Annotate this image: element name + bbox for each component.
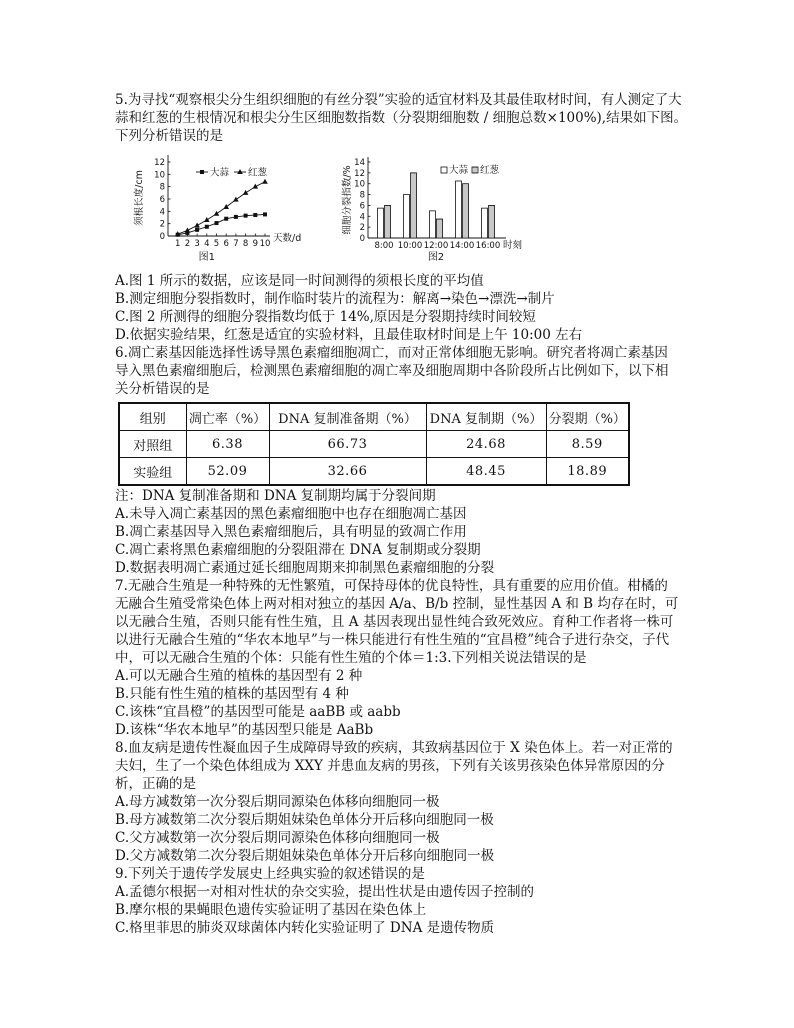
question-5-option-a: A.图 1 所示的数据，应该是同一时间测得的须根长度的平均值 — [115, 273, 484, 289]
question-7-stem-line-5: 中，可以无融合生殖的个体：只能有性生殖的个体＝1:3.下列相关说法错误的是 — [115, 650, 587, 666]
table-cell: 18.89 — [546, 458, 629, 486]
bar-1 — [404, 195, 410, 238]
question-5-stem-line-1: 5.为寻找“观察根尖分生组织细胞的有丝分裂”实验的适宜材料及其最佳取材时间，有人测定了大 — [115, 92, 682, 108]
figure-2-division-index-chart — [335, 145, 530, 272]
y-tick-label: 6 — [159, 195, 165, 205]
table-row-experiment — [119, 458, 629, 486]
question-5-stem-line-2: 蒜和红葱的生根情况和根尖分生区细胞数指数（分裂期细胞数 / 细胞总数×100%),结果如下图。 — [115, 110, 688, 126]
question-9-stem-line-1: 9.下列关于遗传学发展史上经典实验的叙述错误的是 — [115, 866, 425, 882]
data-point-marker — [262, 179, 268, 184]
question-7-option-d: D.该株“华农本地早”的基因型只能是 AaBb — [115, 722, 374, 738]
question-9-option-b: B.摩尔根的果蝇眼色遗传实验证明了基因在染色体上 — [115, 902, 427, 918]
question-9-option-c: C.格里菲思的肺炎双球菌体内转化实验证明了 DNA 是遗传物质 — [115, 920, 495, 936]
legend-label: 大蒜 — [449, 165, 469, 176]
question-5-stem-line-3: 下列分析错误的是 — [115, 128, 223, 144]
data-point-marker — [194, 223, 200, 228]
question-8-option-d: D.父方减数第二次分裂后期姐妹染色单体分开后移向细胞同一极 — [115, 848, 495, 864]
y-tick-label: 0 — [159, 232, 165, 242]
table-header-apoptosis-rate: 凋亡率（%） — [186, 403, 269, 431]
x-tick-label: 3 — [194, 239, 200, 249]
bar-1 — [482, 208, 488, 238]
legend-label: 大蒜 — [210, 167, 230, 179]
question-9-option-a: A.孟德尔根据一对相对性状的杂交实验，提出性状是由遗传因子控制的 — [115, 884, 535, 900]
data-point-marker — [214, 211, 220, 216]
legend-label: 红葱 — [480, 165, 500, 176]
question-8-stem-line-2: 夫妇，生了一个染色体组成为 XXY 并患血友病的男孩，下列有关该男孩染色体异常原因的分 — [115, 758, 665, 774]
question-7-stem-line-3: 以无融合生殖，否则只能有性生殖，且 A 基因表现出显性纯合致死效应。育种工作者将一株可 — [115, 614, 674, 630]
bar-2 — [411, 173, 417, 238]
table-cell: 对照组 — [119, 431, 186, 458]
data-point-marker — [263, 212, 267, 216]
y-tick-label: 2 — [359, 223, 365, 234]
bar-1 — [378, 208, 384, 238]
x-tick-label: 8 — [242, 239, 249, 249]
question-6-option-c: C.凋亡素将黑色素瘤细胞的分裂阻滞在 DNA 复制期或分裂期 — [115, 542, 481, 558]
y-tick-label: 12 — [354, 168, 365, 179]
question-8-option-a: A.母方减数第一次分裂后期同源染色体移向细胞同一极 — [115, 794, 440, 810]
table-cell: 实验组 — [119, 458, 186, 486]
question-6-table-wrap — [115, 398, 690, 487]
legend-swatch — [472, 167, 478, 173]
data-point-marker — [205, 225, 209, 229]
data-point-marker — [234, 215, 238, 219]
legend-marker — [237, 169, 243, 174]
y-tick-label: 10 — [354, 179, 365, 190]
x-tick-label: 10 — [259, 239, 271, 249]
y-tick-label: 2 — [159, 219, 165, 230]
x-tick-label: 4 — [204, 239, 210, 249]
y-tick-label: 12 — [154, 158, 165, 168]
x-tick-label: 16:00 — [475, 241, 501, 251]
series-line-1 — [178, 214, 265, 234]
table-cell: 8.59 — [546, 431, 629, 458]
x-tick-label: 2 — [184, 239, 191, 249]
table-cell: 24.68 — [426, 431, 546, 458]
table-cell: 48.45 — [426, 458, 546, 486]
legend-swatch — [441, 167, 447, 173]
x-tick-label: 6 — [223, 239, 229, 249]
data-point-marker — [215, 221, 219, 225]
table-cell: 52.09 — [186, 458, 269, 486]
bar-2 — [437, 219, 443, 238]
question-5-option-b: B.测定细胞分裂指数时，制作临时装片的流程为：解离→染色→漂洗→制片 — [115, 291, 555, 307]
bar-2 — [385, 205, 391, 238]
table-cell: 32.66 — [269, 458, 426, 486]
x-tick-label: 8:00 — [374, 241, 394, 251]
question-7-option-b: B.只能有性生殖的植株的基因型有 4 种 — [115, 686, 349, 702]
question-5-option-d: D.依据实验结果，红葱是适宜的实验材料，且最佳取材时间是上午 10:00 左右 — [115, 327, 583, 343]
data-point-marker — [233, 197, 239, 202]
question-7-stem-line-1: 7.无融合生殖是一种特殊的无性繁殖，可保持母体的优良特性，具有重要的应用价值。柑橘的 — [115, 578, 668, 594]
question-8-stem-line-1: 8.血友病是遗传性凝血因子生成障碍导致的疾病，其致病基因位于 X 染色体上。若一对正常的 — [115, 740, 673, 756]
y-tick-label: 6 — [359, 201, 365, 212]
y-tick-label: 0 — [359, 234, 365, 244]
series-line-2 — [178, 182, 265, 234]
question-5-option-c: C.图 2 所测得的细胞分裂指数均低于 14%,原因是分裂期持续时间较短 — [115, 309, 536, 325]
bar-2 — [489, 205, 495, 238]
y-tick-label: 8 — [159, 182, 165, 193]
data-point-marker — [223, 204, 229, 209]
bar-1 — [456, 181, 462, 238]
figure-1-root-length-chart — [120, 145, 320, 272]
table-header-s-phase: DNA 复制期（%） — [426, 403, 546, 431]
table-header-g1-phase: DNA 复制准备期（%） — [269, 403, 426, 431]
y-tick-label: 10 — [154, 170, 165, 181]
x-axis-label: 时刻 — [503, 240, 523, 251]
table-cell: 66.73 — [269, 431, 426, 458]
x-tick-label: 7 — [233, 239, 239, 249]
question-5-figures — [115, 145, 690, 272]
y-tick-label: 8 — [359, 190, 365, 201]
x-tick-label: 14:00 — [449, 241, 475, 251]
x-tick-label: 12:00 — [423, 241, 449, 251]
y-axis-label: 细胞分裂指数/% — [342, 165, 353, 235]
y-tick-label: 4 — [159, 207, 165, 218]
y-tick-label: 4 — [359, 212, 365, 223]
question-7-stem-line-4: 以进行无融合生殖的“华农本地早”与一株只能进行有性生殖的“宜昌橙”纯合子进行杂交，子代 — [115, 632, 670, 648]
page-content — [115, 91, 690, 937]
y-axis-label: 须根长度/cm — [134, 170, 145, 226]
question-7-option-a: A.可以无融合生殖的植株的基因型有 2 种 — [115, 668, 363, 684]
question-7-option-c: C.该株“宜昌橙”的基因型可能是 aaBB 或 aabb — [115, 704, 401, 720]
y-tick-label: 14 — [354, 158, 365, 168]
data-point-marker — [244, 214, 248, 218]
question-6-table-note: 注：DNA 复制准备期和 DNA 复制期均属于分裂间期 — [115, 488, 436, 504]
table-header-row — [119, 403, 629, 431]
figure-caption: 图1 — [198, 252, 215, 263]
table-cell: 6.38 — [186, 431, 269, 458]
question-6-stem-line-2: 导入黑色素瘤细胞后，检测黑色素瘤细胞的凋亡率及细胞周期中各阶段所占比例如下，以下相 — [115, 363, 669, 379]
question-6-option-b: B.凋亡素基因导入黑色素瘤细胞后，具有明显的致凋亡作用 — [115, 524, 467, 540]
bar-1 — [430, 211, 436, 238]
question-8-option-c: C.父方减数第一次分裂后期同源染色体移向细胞同一极 — [115, 830, 440, 846]
question-7-stem-line-2: 无融合生殖受常染色体上两对相对独立的基因 A/a、B/b 控制，显性基因 A 和 B 均存在时，可 — [115, 596, 679, 612]
question-8-option-b: B.母方减数第二次分裂后期姐妹染色单体分开后移向细胞同一极 — [115, 812, 494, 828]
legend-label: 红葱 — [248, 167, 268, 179]
data-point-marker — [204, 217, 210, 222]
table-row-control — [119, 431, 629, 458]
table-header-m-phase: 分裂期（%） — [546, 403, 629, 431]
question-6-stem-line-3: 关分析错误的是 — [115, 381, 210, 397]
x-tick-label: 9 — [252, 239, 259, 249]
question-6-option-d: D.数据表明凋亡素通过延长细胞周期来抑制黑色素瘤细胞的分裂 — [115, 560, 495, 576]
question-6-option-a: A.未导入凋亡素基因的黑色素瘤细胞中也存在细胞凋亡基因 — [115, 506, 467, 522]
data-point-marker — [253, 213, 257, 217]
figure-caption: 图2 — [427, 252, 445, 263]
table-header-group: 组别 — [119, 403, 186, 431]
x-axis-label: 天数/d — [273, 233, 302, 244]
x-tick-label: 5 — [213, 239, 220, 249]
data-point-marker — [224, 217, 228, 221]
data-point-marker — [195, 228, 199, 232]
question-6-stem-line-1: 6.凋亡素基因能选择性诱导黑色素瘤细胞凋亡，而对正常体细胞无影响。研究者将凋亡素基因 — [115, 345, 668, 361]
apoptosis-data-table — [118, 402, 630, 486]
bar-2 — [463, 184, 469, 238]
legend-marker — [200, 170, 204, 174]
data-point-marker — [243, 190, 249, 195]
x-tick-label: 10:00 — [397, 241, 423, 251]
x-tick-label: 1 — [174, 239, 181, 249]
question-8-stem-line-3: 析，正确的是 — [115, 776, 196, 792]
